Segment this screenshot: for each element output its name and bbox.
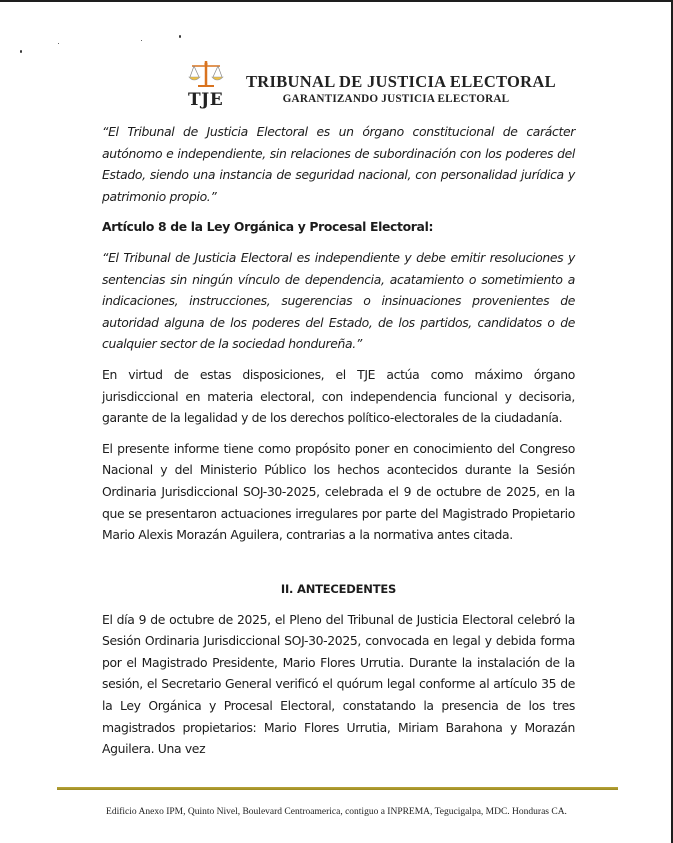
document-body <box>102 121 575 760</box>
scan-speck <box>179 35 181 38</box>
article-8-quote: “El Tribunal de Justicia Electoral es independiente y debe emitir resoluciones y sentencias sin ningún vínculo de dependencia, acatamiento o sometimiento a indicaciones, instrucciones, sugerencias o insinuaciones provenientes de autoridad alguna de los poderes del Estado, de los partidos, candidatos o de cualquier sector de la sociedad hondureña.” <box>102 249 575 352</box>
section-title: II. ANTECEDENTES <box>280 581 397 596</box>
footer-divider <box>57 787 618 790</box>
scales-of-justice-icon <box>188 60 224 90</box>
letterhead <box>186 60 556 115</box>
page-border-top <box>0 0 673 2</box>
constitutional-quote: “El Tribunal de Justicia Electoral es un órgano constitucional de carácter autónomo e independiente, sin relaciones de subordinación con los poderes del Estado, siendo una instancia de seguridad nacional, con personalidad jurídica y patrimonio propio.” <box>102 124 575 204</box>
paragraph-antecedentes: El día 9 de octubre de 2025, el Pleno del Tribunal de Justicia Electoral celebró la Sesión Ordinaria Jurisdiccional SOJ-30-2025, convocada en legal y debida forma por el Magistrado Presidente, Mario Flores Urrutia. Durante la instalación de la sesión, el Secretario General verificó el quórum legal conforme al artículo 35 de la Ley Orgánica y Procesal Electoral, constatando la presencia de los tres magistrados propietarios: Mario Flores Urrutia, Miriam Barahona y Morazán Aguilera. Una vez <box>102 611 575 757</box>
paragraph-report-purpose: El presente informe tiene como propósito poner en conocimiento del Congreso Nacional y del Ministerio Público los hechos acontecidos durante la Sesión Ordinaria Jurisdiccional SOJ-30-2025, celebrada el 9 de octubre de 2025, en la que se presentaron actuaciones irregulares por parte del Magistrado Propietario Mario Alexis Morazán Aguilera, contrarias a la normativa antes citada. <box>102 440 575 543</box>
paragraph-tje-role: En virtud de estas disposiciones, el TJE actúa como máximo órgano jurisdiccional en materia electoral, con independencia funcional y decisoria, garante de la legalidad y de los derechos político-electorales de la ciudadanía. <box>102 366 575 426</box>
tje-logo <box>186 60 226 116</box>
footer-address: Edificio Anexo IPM, Quinto Nivel, Boulevard Centroamerica, contiguo a INPREMA, Tegucigalpa, MDC. Honduras CA. <box>106 807 567 817</box>
article-heading: Artículo 8 de la Ley Orgánica y Procesal Electoral: <box>102 219 434 235</box>
logo-text: TJE <box>188 90 224 110</box>
scan-speck <box>141 40 142 41</box>
scan-speck <box>58 43 59 44</box>
scan-speck <box>20 50 22 53</box>
organization-name: TRIBUNAL DE JUSTICIA ELECTORAL <box>246 72 556 91</box>
organization-motto: GARANTIZANDO JUSTICIA ELECTORAL <box>282 93 510 105</box>
